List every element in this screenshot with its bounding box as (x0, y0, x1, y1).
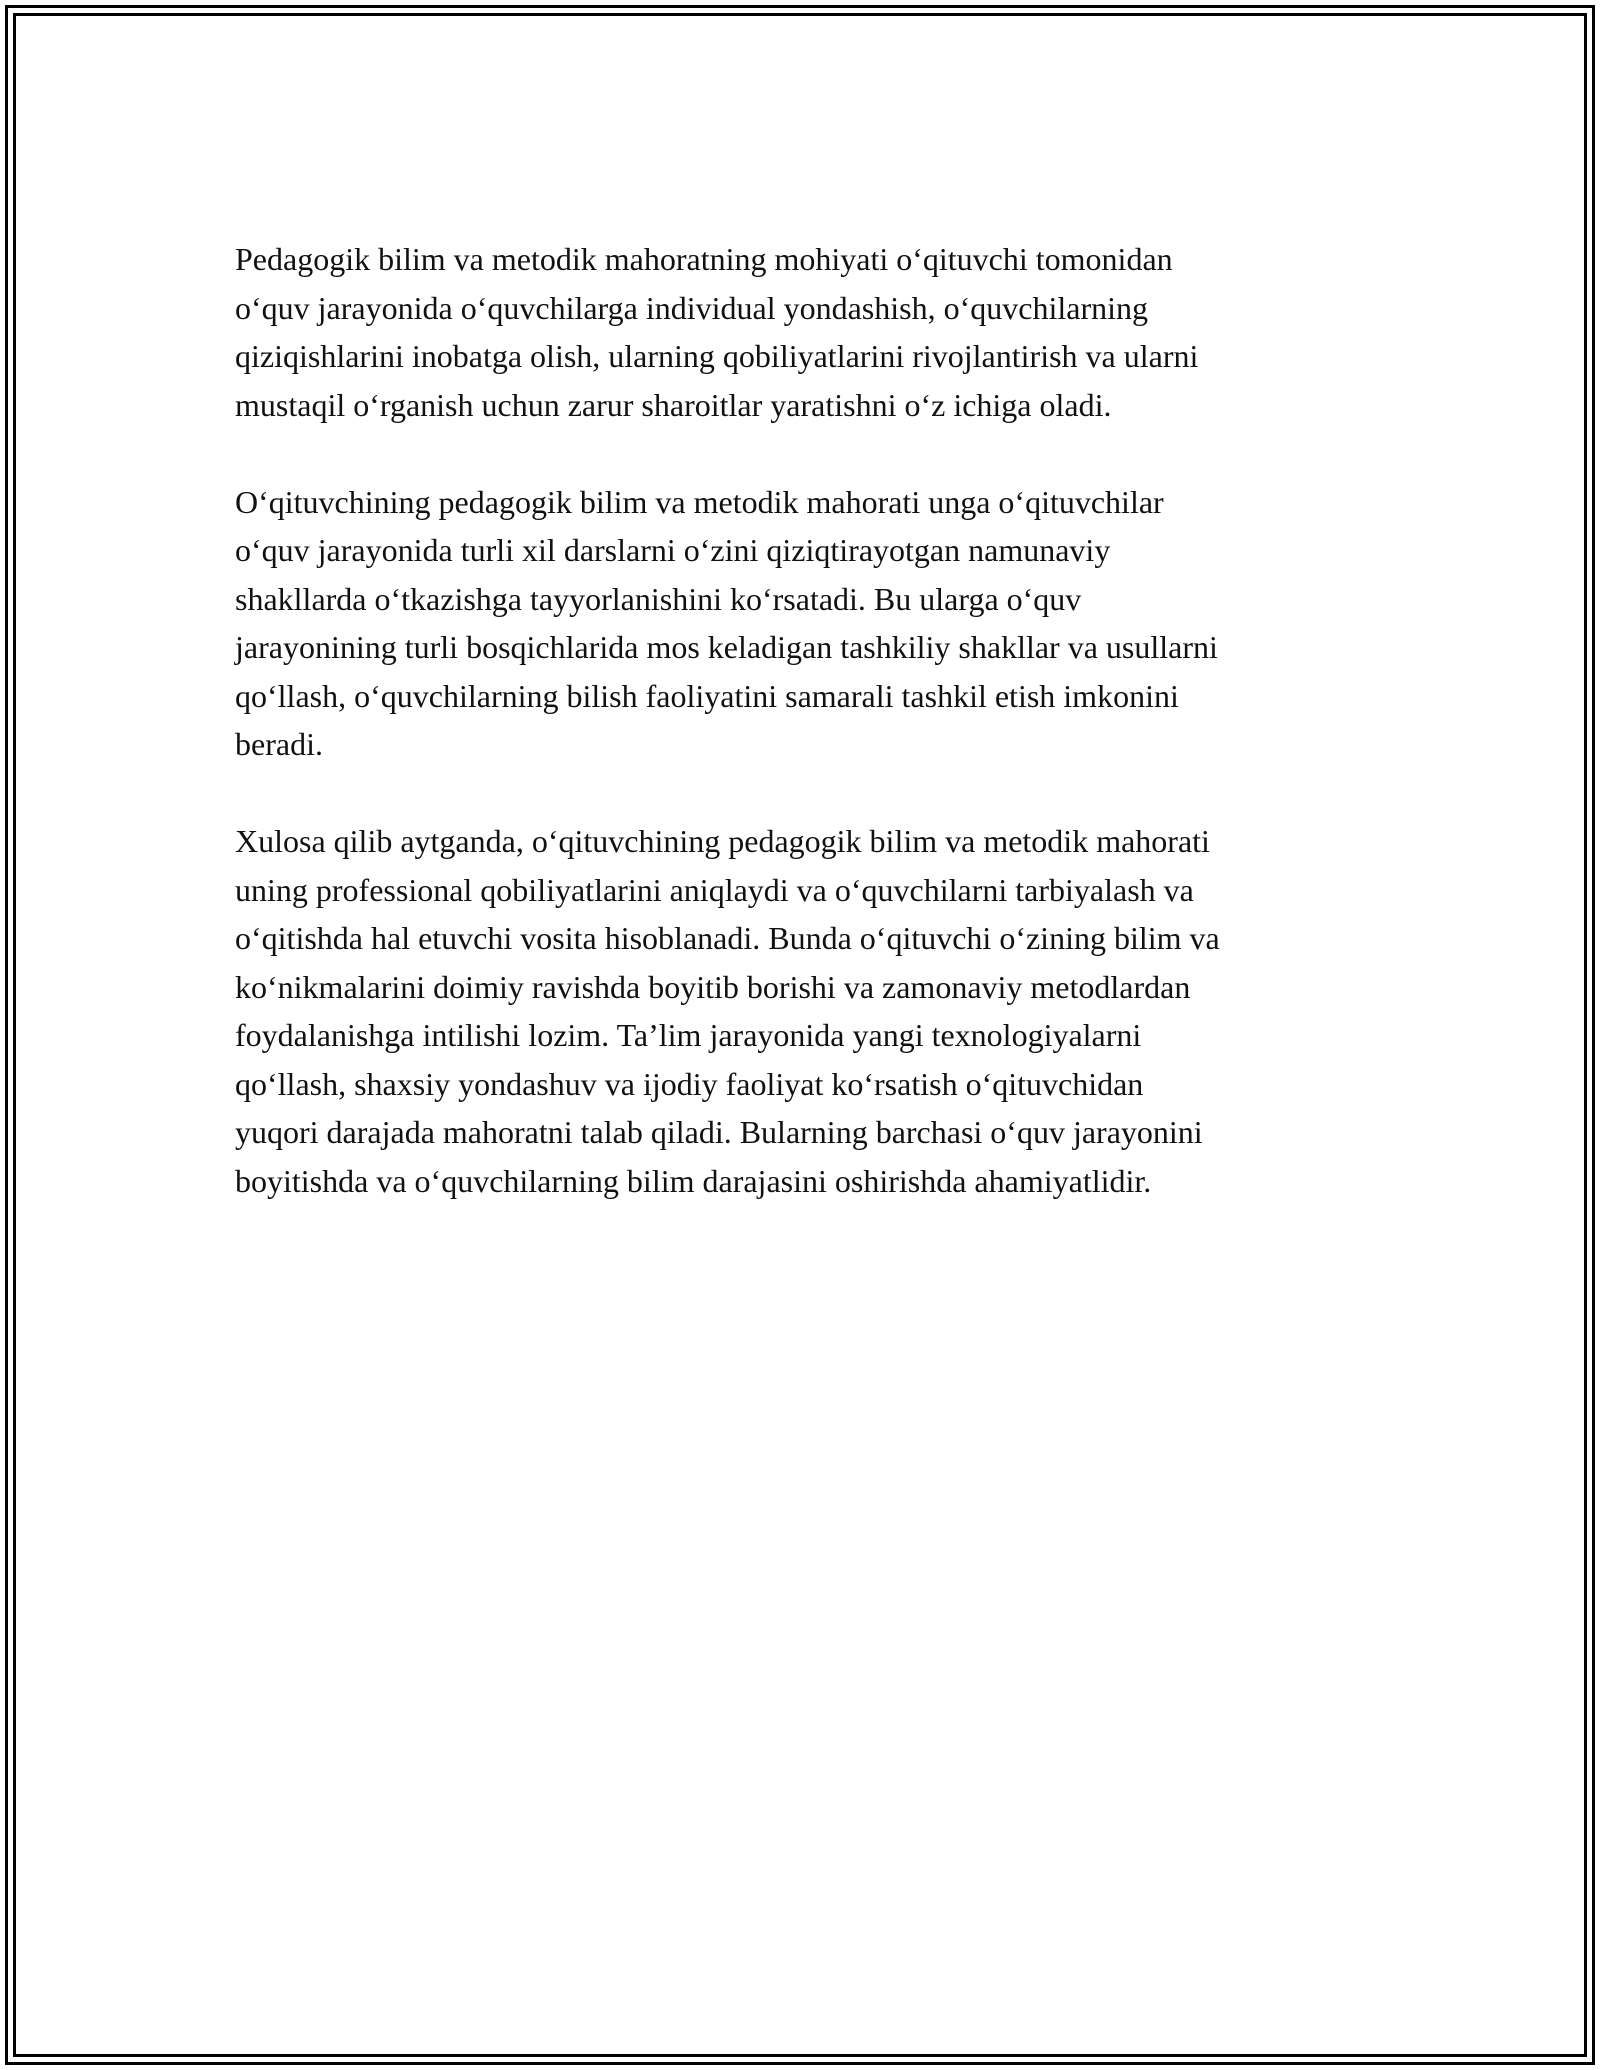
paragraph-2: O‘qituvchining pedagogik bilim va metodik mahorati unga o‘qituvchilar o‘quv jarayonida turli xil darslarni o‘zini qiziqtirayotgan namunaviy shakllarda o‘tkazishga tayyorlanishini ko‘rsatadi. Bu ularga o‘quv jarayonining turli bosqichlarida mos keladigan tashkiliy shakllar va usullarni qo‘llash, o‘quvchilarning bilish faoliyatini samarali tashkil etish imkonini beradi. (235, 483, 1218, 762)
document-body (235, 235, 1370, 1254)
paragraph-1: Pedagogik bilim va metodik mahoratning mohiyati o‘qituvchi tomonidan o‘quv jarayonida o‘quvchilarga individual yondashish, o‘quvchilarning qiziqishlarini inobatga olish, ularning qobiliyatlarini rivojlantirish va ularni mustaqil o‘rganish uchun zarur sharoitlar yaratishni o‘z ichiga oladi. (235, 241, 1199, 423)
paragraph-3: Xulosa qilib aytganda, o‘qituvchining pedagogik bilim va metodik mahorati uning professional qobiliyatlarini aniqlaydi va o‘quvchilarni tarbiyalash va o‘qitishda hal etuvchi vosita hisoblanadi. Bunda o‘qituvchi o‘zining bilim va ko‘nikmalarini doimiy ravishda boyitib borishi va zamonaviy metodlardan foydalanishga intilishi lozim. Ta’lim jarayonida yangi texnologiyalarni qo‘llash, shaxsiy yondashuv va ijodiy faoliyat ko‘rsatish o‘qituvchidan yuqori darajada mahoratni talab qiladi. Bularning barchasi o‘quv jarayonini boyitishda va o‘quvchilarning bilim darajasini oshirishda ahamiyatlidir. (235, 823, 1220, 1199)
